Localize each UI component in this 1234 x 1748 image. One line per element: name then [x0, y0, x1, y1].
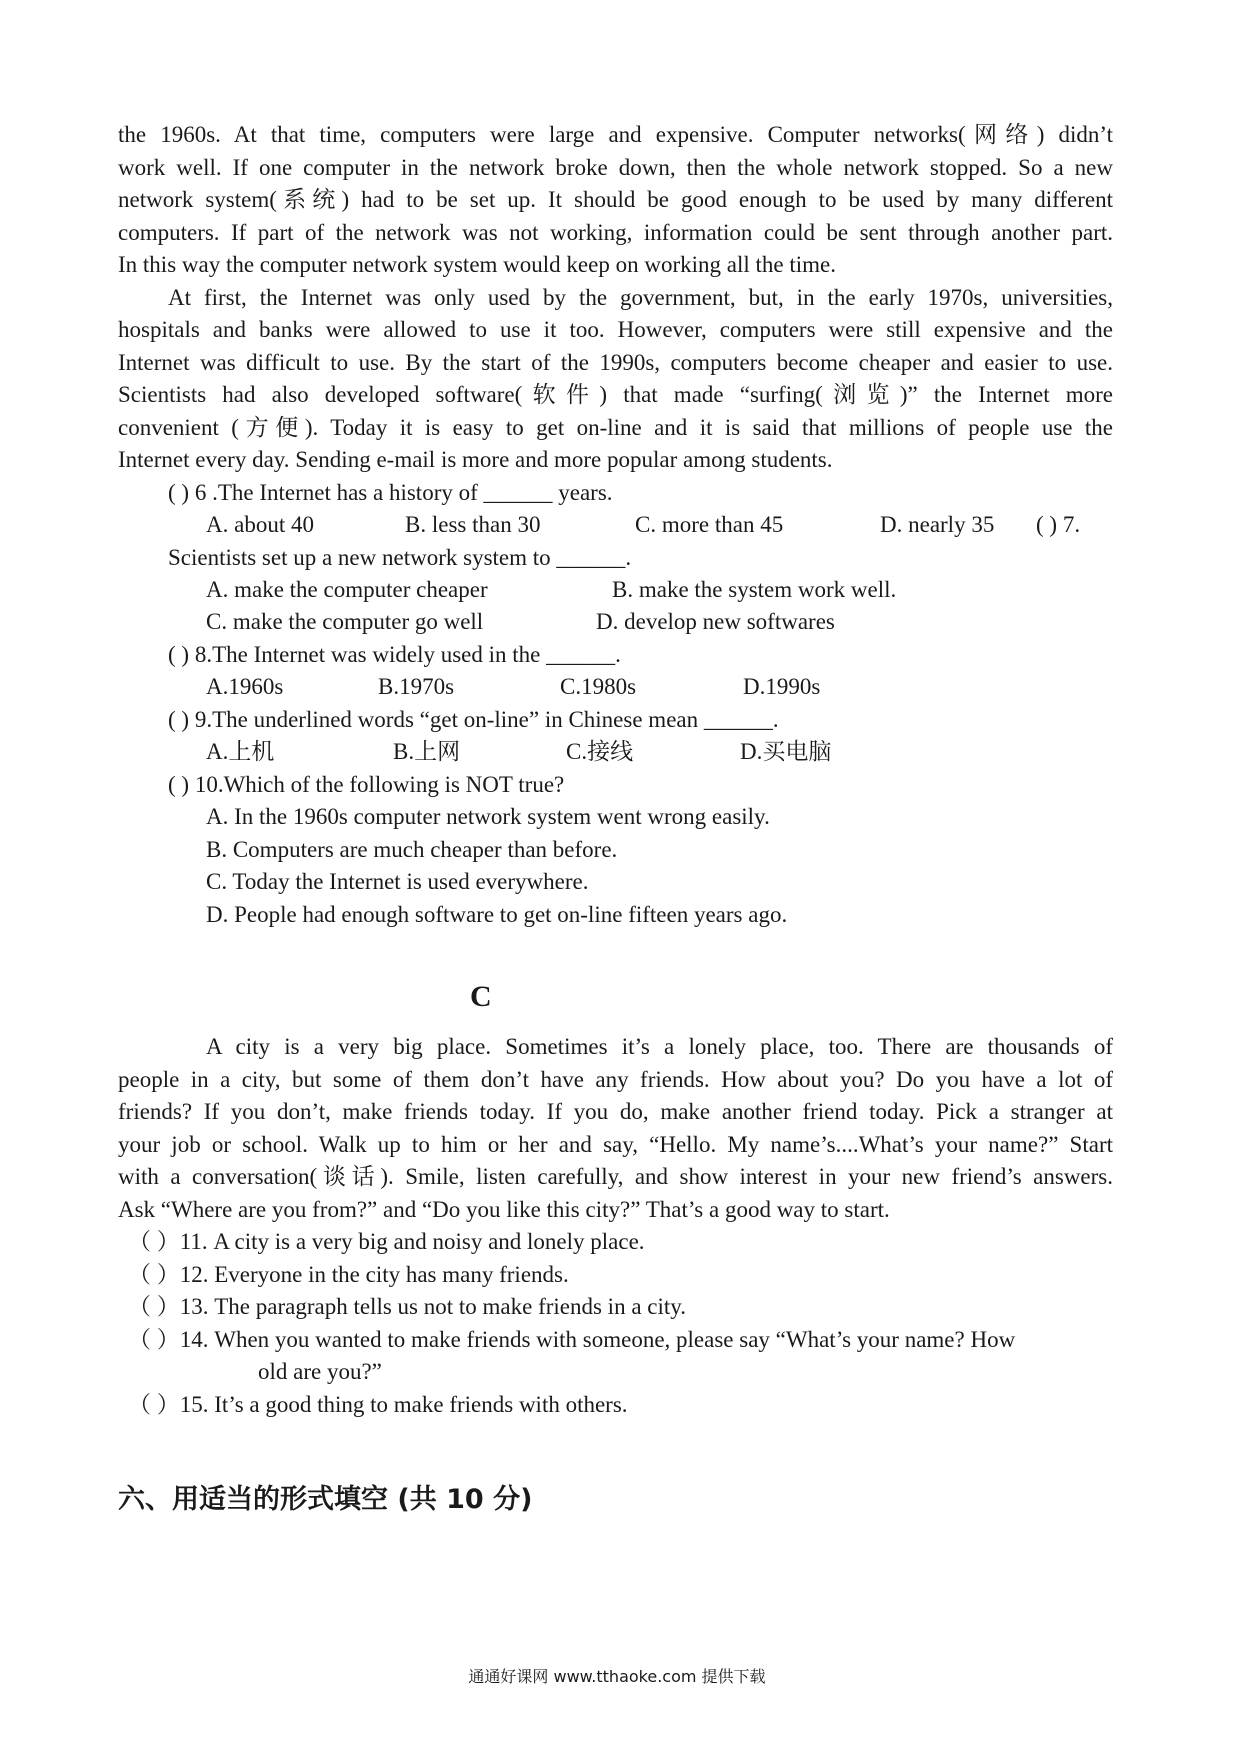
q10-option-c: C. Today the Internet is used everywhere. [206, 869, 589, 894]
question-13: （ ）13. The paragraph tells us not to make friends in a city. [128, 1294, 687, 1319]
q9-option-d: D.买电脑 [740, 739, 832, 764]
q6-option-c: C. more than 45 [635, 512, 784, 537]
q8-option-c: C.1980s [560, 674, 637, 699]
question-11: （ ）11. A city is a very big and noisy and lonely place. [128, 1229, 645, 1254]
passage-c-line: with a conversation(谈话). Smile, listen carefully, and show interest in your new friend’s answers. [118, 1164, 1113, 1189]
passage-line: hospitals and banks were allowed to use it too. However, computers were still expensive and the [118, 317, 1113, 342]
page-footer: 通通好课网 www.tthaoke.com 提供下载 [468, 1667, 766, 1686]
question-7: Scientists set up a new network system to ______. [168, 545, 632, 570]
q9-option-c: C.接线 [566, 739, 634, 764]
passage-line: At first, the Internet was only used by the government, but, in the early 1970s, universities, [168, 285, 1113, 310]
passage-line: network system(系统) had to be set up. It should be good enough to be used by many different [118, 187, 1113, 212]
q7-option-c: C. make the computer go well [206, 609, 484, 634]
question-9: ( ) 9.The underlined words “get on-line” in Chinese mean ______. [168, 707, 779, 732]
question-8: ( ) 8.The Internet was widely used in the ______. [168, 642, 621, 667]
section-six-heading: 六、用适当的形式填空 (共 10 分) [118, 1484, 533, 1515]
passage-line: the 1960s. At that time, computers were large and expensive. Computer networks(网络) didn’t [118, 122, 1113, 147]
q8-option-d: D.1990s [743, 674, 821, 699]
q7-option-b: B. make the system work well. [612, 577, 897, 602]
passage-line: convenient (方便). Today it is easy to get on-line and it is said that millions of people use the [118, 415, 1113, 440]
question-12: （ ）12. Everyone in the city has many friends. [128, 1262, 569, 1287]
question-7-number: ( ) 7. [1036, 512, 1081, 537]
passage-line: work well. If one computer in the network broke down, then the whole network stopped. So a new [118, 155, 1113, 180]
q8-option-b: B.1970s [378, 674, 455, 699]
q6-option-d: D. nearly 35 [880, 512, 995, 537]
q6-option-b: B. less than 30 [405, 512, 541, 537]
q8-option-a: A.1960s [206, 674, 284, 699]
q9-option-a: A.上机 [206, 739, 275, 764]
passage-line: Internet every day. Sending e-mail is more and more popular among students. [118, 447, 833, 472]
passage-c-line: Ask “Where are you from?” and “Do you like this city?” That’s a good way to start. [118, 1197, 890, 1222]
question-10: ( ) 10.Which of the following is NOT true? [168, 772, 565, 797]
q9-option-b: B.上网 [393, 739, 461, 764]
question-14-continued: old are you?” [258, 1359, 382, 1384]
q7-option-d: D. develop new softwares [596, 609, 835, 634]
q10-option-a: A. In the 1960s computer network system went wrong easily. [206, 804, 770, 829]
passage-c-line: A city is a very big place. Sometimes it’s a lonely place, too. There are thousands of [206, 1034, 1113, 1059]
passage-c-line: your job or school. Walk up to him or her and say, “Hello. My name’s....What’s your name?” Start [118, 1132, 1113, 1157]
question-15: （ ）15. It’s a good thing to make friends with others. [128, 1392, 628, 1417]
question-6: ( ) 6 .The Internet has a history of ______ years. [168, 480, 613, 505]
passage-line: In this way the computer network system would keep on working all the time. [118, 252, 836, 277]
passage-c-line: people in a city, but some of them don’t have any friends. How about you? Do you have a lot of [118, 1067, 1113, 1092]
passage-line: Scientists had also developed software(软件) that made “surfing(浏览)” the Internet more [118, 382, 1113, 407]
q7-option-a: A. make the computer cheaper [206, 577, 488, 602]
q10-option-b: B. Computers are much cheaper than before. [206, 837, 618, 862]
passage-line: Internet was difficult to use. By the start of the 1990s, computers become cheaper and easier to use. [118, 350, 1113, 375]
passage-c-line: friends? If you don’t, make friends today. If you do, make another friend today. Pick a stranger at [118, 1099, 1113, 1124]
q10-option-d: D. People had enough software to get on-line fifteen years ago. [206, 902, 788, 927]
question-14: （ ）14. When you wanted to make friends with someone, please say “What’s your name? How [128, 1327, 1016, 1352]
section-c-title: C [470, 980, 492, 1013]
passage-line: computers. If part of the network was not working, information could be sent through another part. [118, 220, 1113, 245]
q6-option-a: A. about 40 [206, 512, 314, 537]
